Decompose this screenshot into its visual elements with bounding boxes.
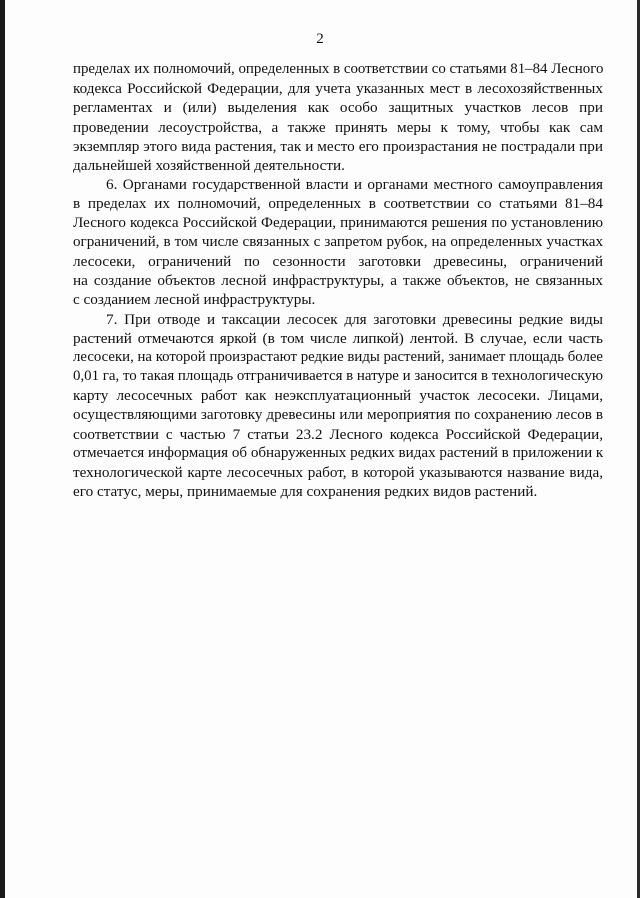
text-line: кодекса Российской Федерации, для учета указанных мест в лесохозяйственных — [73, 80, 603, 98]
text-line: 0,01 га, то такая площадь отграничивается в натуре и заносится в технологическую — [73, 368, 604, 385]
text-line: осуществляющими заготовку древесины или мероприятия по сохранению лесов в — [73, 406, 603, 423]
text-line: экземпляр этого вида растения, так и место его произрастания не пострадали при — [73, 137, 603, 155]
text-line: карту лесосечных работ как неэксплуатационный участок лесосеки. Лицами, — [73, 387, 603, 405]
text-line: пределах их полномочий, определенных в соответствии со статьями 81–84 Лесного — [73, 61, 604, 77]
text-line: Лесного кодекса Российской Федерации, принимаются решения по установлению — [73, 214, 603, 231]
text-line: 7. При отводе и таксации лесосек для заготовки древесины редкие виды — [106, 310, 603, 328]
text-line: технологической карте лесосечных работ, в которой указываются название вида, — [73, 464, 603, 482]
text-line: растений отмечаются яркой (в том числе липкой) лентой. В случае, если часть — [73, 329, 603, 347]
document-body — [73, 60, 603, 502]
text-line: проведении лесоустройства, а также принять меры к тому, чтобы как сам — [73, 118, 603, 136]
text-line: отмечается информация об обнаруженных редких видах растений в приложении к — [73, 445, 604, 462]
text-line: дальнейшей хозяйственной деятельности. — [73, 157, 345, 175]
text-line: соответствии с частью 7 статьи 23.2 Лесного кодекса Российской Федерации, — [73, 425, 603, 443]
text-line: регламентах и (или) выделения как особо защитных участков лесов при — [73, 99, 603, 117]
page-number: 2 — [316, 31, 324, 47]
text-line: лесосеки, на которой произрастают редкие виды растений, занимает площадь более — [73, 349, 603, 366]
text-line: лесосеки, ограничений по сезонности заготовки древесины, ограничений — [73, 253, 603, 271]
text-line: с созданием лесной инфраструктуры. — [73, 291, 316, 309]
text-line: 6. Органами государственной власти и органами местного самоуправления — [106, 176, 603, 194]
text-line: ограничений, в том числе связанных с запретом рубок, на определенных участках — [73, 233, 603, 250]
scan-edge-left — [0, 0, 5, 898]
text-line: его статус, меры, принимаемые для сохранения редких видов растений. — [73, 483, 538, 501]
text-line: на создание объектов лесной инфраструктуры, а также объектов, не связанных — [73, 272, 603, 290]
text-line: в пределах их полномочий, определенных в соответствии со статьями 81–84 — [73, 195, 603, 213]
